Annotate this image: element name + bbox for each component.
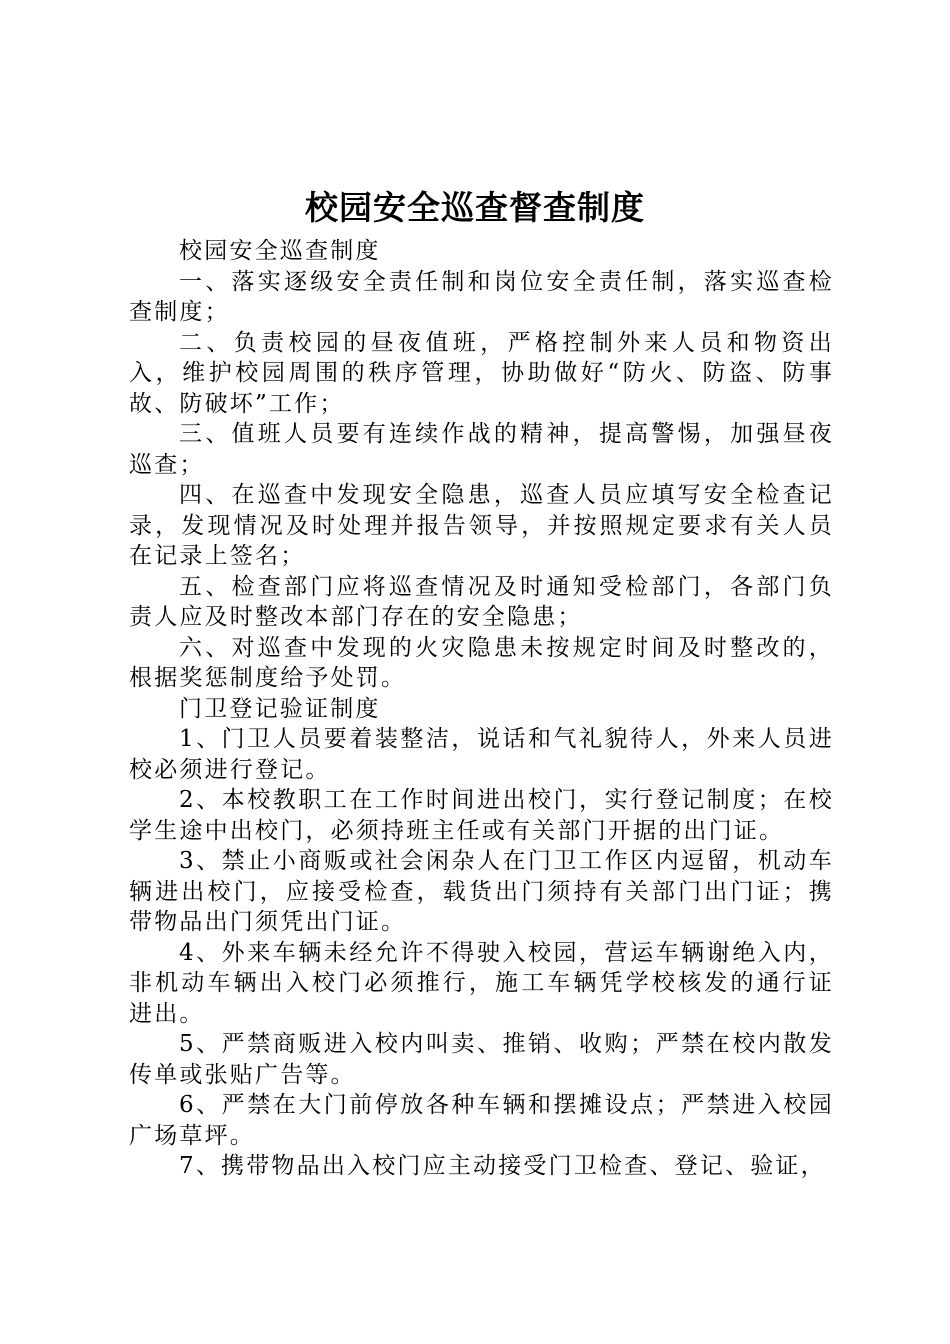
paragraph: 4、外来车辆未经允许不得驶入校园，营运车辆谢绝入内，非机动车辆出入校门必须推行，施工车辆凭学校核发的通行证进出。 — [129, 939, 834, 1027]
paragraph: 二、负责校园的昼夜值班，严格控制外来人员和物资出入，维护校园周围的秩序管理，协助做好“防火、防盗、防事故、防破坏”工作； — [129, 329, 834, 417]
paragraph: 一、落实逐级安全责任制和岗位安全责任制，落实巡查检查制度； — [129, 268, 834, 325]
paragraph: 5、严禁商贩进入校内叫卖、推销、收购；严禁在校内散发传单或张贴广告等。 — [129, 1031, 834, 1088]
paragraph: 7、携带物品出入校门应主动接受门卫检查、登记、验证， — [179, 1153, 826, 1179]
document-body — [129, 236, 834, 1182]
paragraph: 六、对巡查中发现的火灾隐患未按规定时间及时整改的，根据奖惩制度给予处罚。 — [129, 634, 834, 691]
paragraph: 3、禁止小商贩或社会闲杂人在门卫工作区内逗留，机动车辆进出校门，应接受检查，载货出门须持有关部门出门证；携带物品出门须凭出门证。 — [129, 848, 834, 935]
paragraph: 三、值班人员要有连续作战的精神，提高警惕，加强昼夜巡查； — [129, 421, 834, 478]
paragraph: 五、检查部门应将巡查情况及时通知受检部门，各部门负责人应及时整改本部门存在的安全隐患； — [129, 573, 834, 630]
paragraph: 6、严禁在大门前停放各种车辆和摆摊设点；严禁进入校园广场草坪。 — [129, 1092, 834, 1149]
paragraph: 四、在巡查中发现安全隐患，巡查人员应填写安全检查记录，发现情况及时处理并报告领导，并按照规定要求有关人员在记录上签名； — [129, 482, 834, 569]
paragraph: 2、本校教职工在工作时间进出校门，实行登记制度；在校学生途中出校门，必须持班主任或有关部门开据的出门证。 — [129, 787, 834, 844]
paragraph: 1、门卫人员要着装整洁，说话和气礼貌待人，外来人员进校必须进行登记。 — [129, 726, 834, 783]
section-heading: 校园安全巡查制度 — [179, 238, 381, 264]
section-heading: 门卫登记验证制度 — [179, 695, 381, 722]
document-title: 校园安全巡查督查制度 — [305, 188, 645, 227]
